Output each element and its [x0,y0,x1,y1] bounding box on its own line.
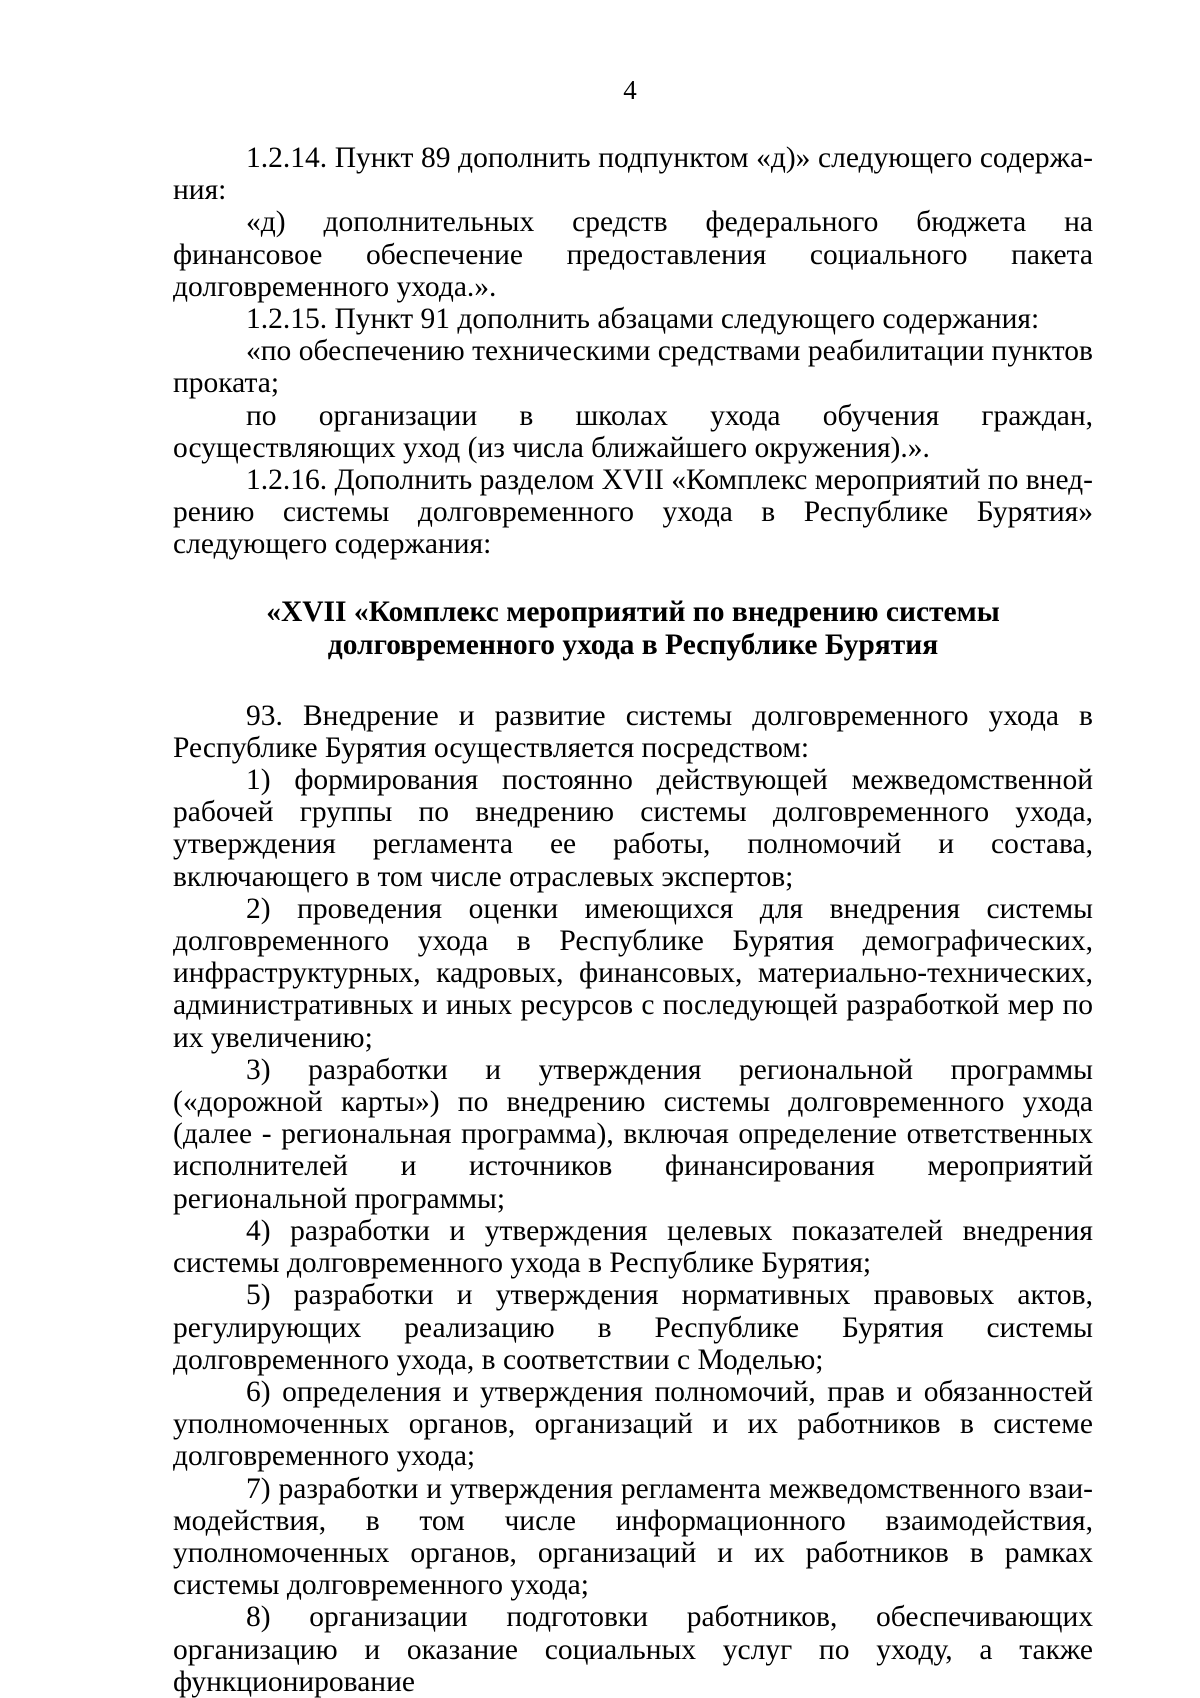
paragraph-care-schools: по организации в школах ухода обучения граждан, осуществляющих уход (из числа ближайшего окружения).». [173,399,1093,464]
paragraph-93: 93. Внедрение и развитие системы долговременного ухода в Республике Бурятия осуществляется посредством: [173,699,1093,764]
list-item-3: 3) разработки и утверждения региональной программы («дорожной карты») по внедрению системы долговременного ухода (далее - региональная программа), включая определение ответственных исполнителей и источников финансирования мероприятий региональной программы; [173,1053,1093,1215]
paragraph-1-2-16: 1.2.16. Дополнить разделом XVII «Комплекс мероприятий по внедрению системы долговременного ухода в Республике Бурятия» следующего содержания: [173,464,1093,561]
list-item-4: 4) разработки и утверждения целевых показателей внедрения системы долговременного ухода в Республике Бурятия; [173,1214,1093,1280]
document-body [173,142,1093,1698]
paragraph-subpoint-d: «д) дополнительных средств федерального бюджета на финансовое обеспечение предоставления социального пакета долговременного ухода.». [173,206,1093,303]
list-item-6: 6) определения и утверждения полномочий, прав и обязанностей уполномоченных органов, организаций и их работников в системе долговременного ухода; [173,1375,1093,1473]
page-number: 4 [623,75,637,105]
list-item-7: 7) разработки и утверждения регламента межведомственного взаимодействия, в том числе информационного взаимодействия, уполномоченных органов, организаций и их работников в рамках системы долговременного ухода; [173,1472,1093,1602]
list-item-1: 1) формирования постоянно действующей межведомственной рабочей группы по внедрению системы долговременного ухода, утверждения регламента ее работы, полномочий и состава, включающего в том числе отраслевых экспертов; [173,764,1093,893]
paragraph-1-2-15: 1.2.15. Пункт 91 дополнить абзацами следующего содержания: [246,303,1040,336]
section-heading [173,596,1093,662]
paragraph-1-2-14: 1.2.14. Пункт 89 дополнить подпунктом «д)» следующего содержания: [173,142,1093,207]
section-heading-line-2: долговременного ухода в Республике Бурятия [327,628,939,661]
list-item-5: 5) разработки и утверждения нормативных правовых актов, регулирующих реализацию в Республике Бурятия системы долговременного ухода, в соответствии с Моделью; [173,1279,1093,1376]
paragraph-rehabilitation: «по обеспечению техническими средствами реабилитации пунктов проката; [173,335,1093,400]
section-heading-line-1: «XVII «Комплекс мероприятий по внедрению системы [266,595,1000,628]
list-item-8: 8) организации подготовки работников, обеспечивающих организацию и оказание социальных услуг по уходу, а также функционирование [173,1601,1093,1698]
list-item-2: 2) проведения оценки имеющихся для внедрения системы долговременного ухода в Республике Бурятия демографических, инфраструктурных, кадровых, финансовых, материально-технических, административных и иных ресурсов с последующей разработкой мер по их увеличению; [173,892,1093,1054]
